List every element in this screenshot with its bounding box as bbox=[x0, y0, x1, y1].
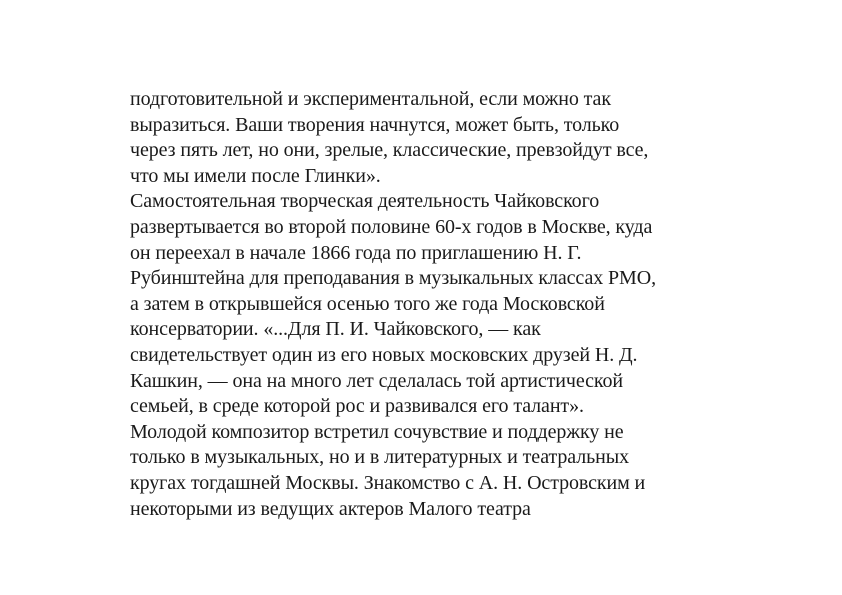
text-line: Рубинштейна для преподавания в музыкальных классах РМО, bbox=[130, 267, 656, 290]
text-line: кругах тогдашней Москвы. Знакомство с А. Н. Островским и bbox=[130, 471, 646, 494]
text-line: Самостоятельная творческая деятельность Чайковского bbox=[130, 190, 600, 213]
text-line: подготовительной и экспериментальной, если можно так bbox=[130, 88, 611, 110]
text-line: некоторыми из ведущих актеров Малого театра bbox=[130, 497, 531, 520]
body-text bbox=[130, 87, 730, 522]
text-line: только в музыкальных, но и в литературных и театральных bbox=[130, 446, 629, 469]
text-line: Кашкин, — она на много лет сделалась той артистической bbox=[130, 369, 623, 392]
text-line: Молодой композитор встретил сочувствие и поддержку не bbox=[130, 420, 624, 443]
text-line: а затем в открывшейся осенью того же года Московской bbox=[130, 292, 605, 315]
text-line: семьей, в среде которой рос и развивался его талант». bbox=[130, 395, 584, 418]
text-line: что мы имели после Глинки». bbox=[130, 164, 381, 187]
text-line: консерватории. «...Для П. И. Чайковского, — как bbox=[130, 318, 541, 341]
text-line: развертывается во второй половине 60-х годов в Москве, куда bbox=[130, 215, 653, 238]
text-line: он переехал в начале 1866 года по приглашению Н. Г. bbox=[130, 241, 582, 264]
text-line: свидетельствует один из его новых московских друзей Н. Д. bbox=[130, 343, 638, 366]
text-line: через пять лет, но они, зрелые, классические, превзойдут все, bbox=[130, 139, 649, 162]
text-line: выразиться. Ваши творения начнутся, может быть, только bbox=[130, 113, 620, 136]
